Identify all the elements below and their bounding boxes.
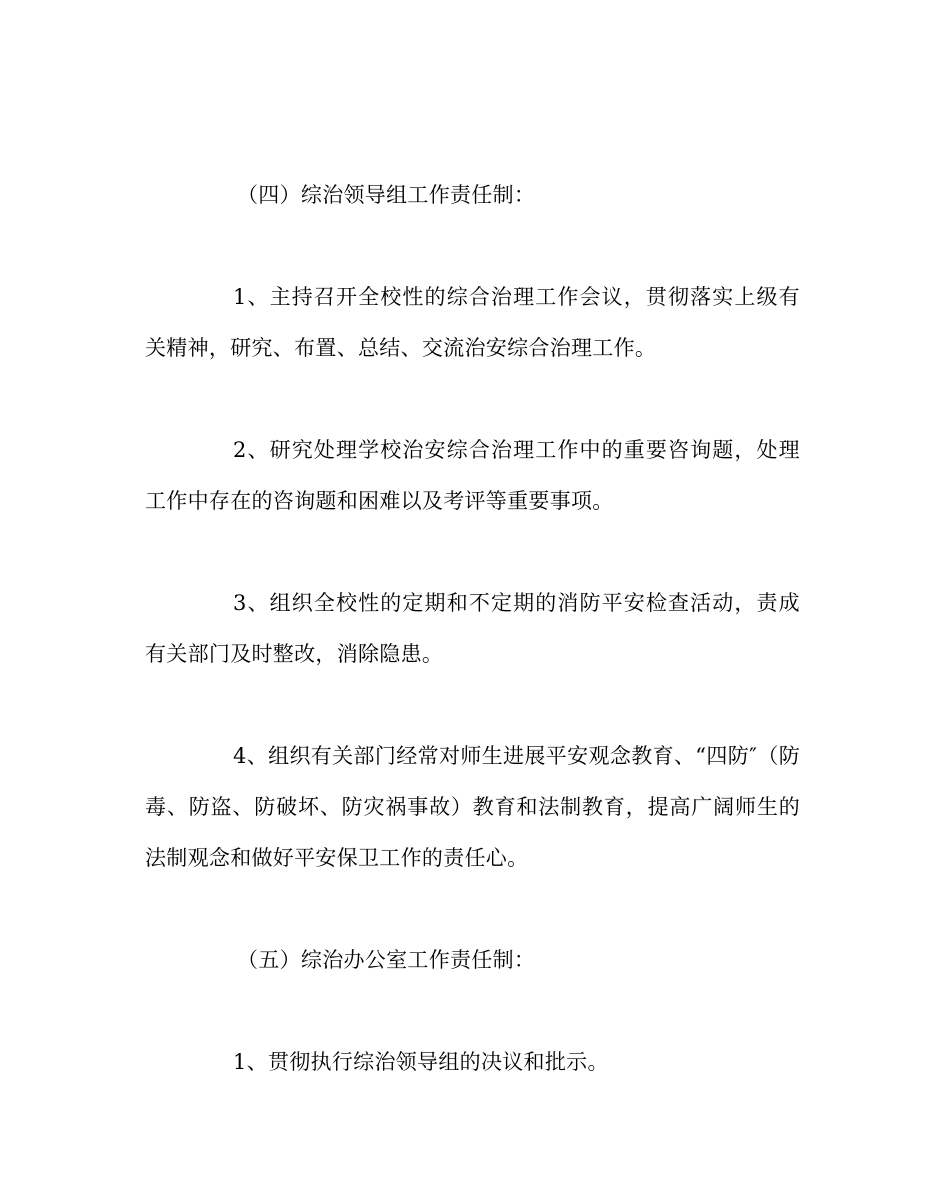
- document-body: [145, 170, 800, 1088]
- paragraph-item-1: 1、主持召开全校性的综合治理工作会议，贯彻落实上级有关精神，研究、布置、总结、交流治安综合治理工作。: [145, 285, 800, 360]
- paragraph-item-5-1: 1、贯彻执行综治领导组的决议和批示。: [233, 1050, 609, 1074]
- paragraph-item-4: 4、组织有关部门经常对师生进展平安观念教育、“四防″（防毒、防盗、防破坏、防灾祸事故）教育和法制教育，提高广阔师生的法制观念和做好平安保卫工作的责任心。: [145, 744, 800, 870]
- paragraph-gap: [145, 680, 800, 731]
- section-heading-4: （四）综治领导组工作责任制：: [237, 183, 536, 207]
- paragraph-gap: [145, 527, 800, 578]
- paragraph-item-3: 3、组织全校性的定期和不定期的消防平安检查活动，责成有关部门及时整改，消除隐患。: [145, 591, 800, 666]
- paragraph-gap: [145, 221, 800, 272]
- paragraph-gap: [145, 374, 800, 425]
- paragraph-gap: [145, 884, 800, 935]
- section-heading-5: （五）综治办公室工作责任制：: [237, 948, 536, 972]
- paragraph-item-2: 2、研究处理学校治安综合治理工作中的重要咨询题，处理工作中存在的咨询题和困难以及考评等重要事项。: [145, 438, 800, 513]
- paragraph-gap: [145, 986, 800, 1037]
